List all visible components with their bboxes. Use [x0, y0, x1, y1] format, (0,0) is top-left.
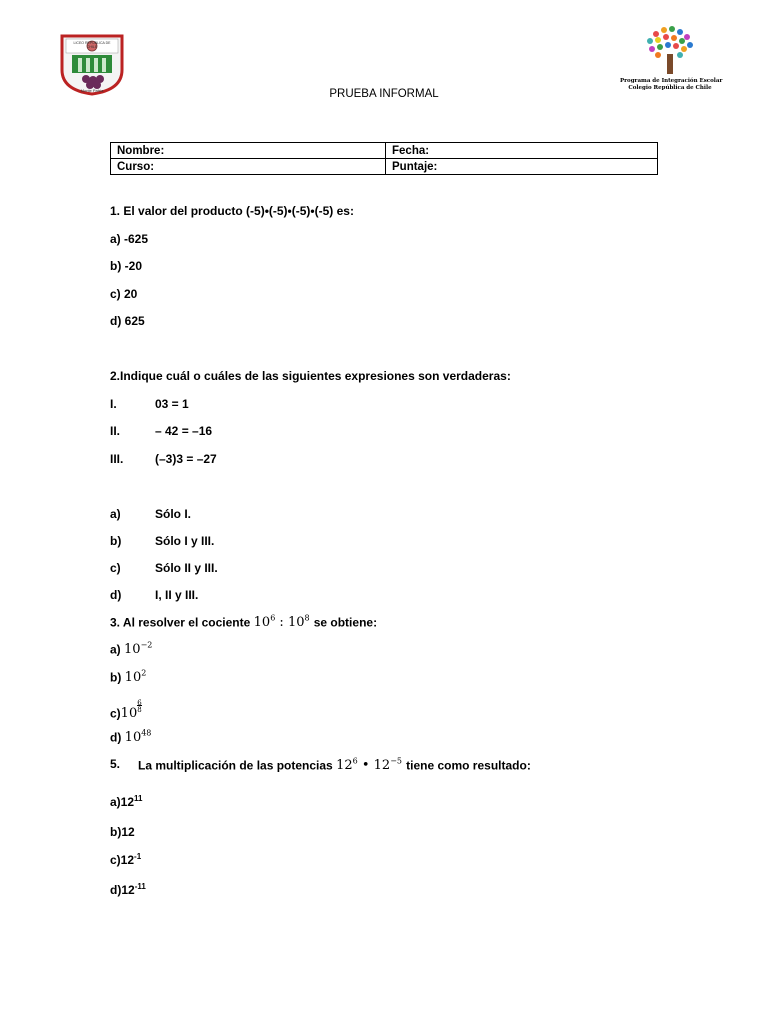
q2-option-b-letter[interactable]: b) [110, 534, 122, 548]
q2-option-c-letter[interactable]: c) [110, 561, 121, 575]
q2-statement-num: III. [110, 452, 124, 466]
q3-expression: $10^6$ : $10^8$ [253, 614, 310, 631]
school-logo-text-bottom: Monte Patria [80, 88, 104, 93]
q2-statement-text: (–3)3 = –27 [155, 452, 217, 466]
q5-prefix: La multiplicación de las potencias [138, 758, 333, 773]
score-field[interactable]: Puntaje: [386, 159, 658, 175]
q2-option-d-text[interactable]: I, II y III. [155, 588, 199, 602]
program-logo-line-2: Colegio República de Chile [628, 85, 712, 91]
school-logo [60, 34, 124, 96]
q5-option-d[interactable]: $d)12^{-11}$ [110, 882, 146, 897]
q5-option-c[interactable]: $c)12^{-1}$ [110, 852, 142, 867]
q5-option-b[interactable]: b)12 [110, 825, 135, 839]
q5-option-a[interactable]: $a)12^{11}$ [110, 794, 143, 809]
question-1: 1. El valor del producto (-5)•(-5)•(-5)•(-5) es: [110, 204, 354, 218]
q3-suffix: se obtiene: [313, 615, 378, 630]
school-logo-text-top: LICEO REPUBLICA DE CHILE [73, 41, 111, 49]
q1-option-b[interactable]: b) -20 [110, 259, 143, 273]
student-info-table [110, 142, 658, 175]
q2-option-a-letter[interactable]: a) [110, 507, 121, 521]
q3-option-c[interactable]: $c)10\frac{6}{8}$ [110, 699, 142, 722]
program-logo-line-1: Programa de Integración Escolar [620, 78, 723, 84]
fraction-exponent: $\frac{6}{8}$ [137, 699, 142, 714]
q1-option-a[interactable]: a) -625 [110, 232, 149, 246]
q3-option-b[interactable]: b) $10^2$ [110, 669, 147, 686]
q2-option-d-letter[interactable]: d) [110, 588, 122, 602]
q2-option-b-text[interactable]: Sólo I y III. [155, 534, 215, 548]
name-field[interactable]: Nombre: [111, 143, 386, 159]
question-5 [138, 757, 531, 773]
q2-statement-text: 03 = 1 [155, 397, 189, 411]
q3-option-a[interactable]: a) $10^{-2}$ [110, 641, 153, 658]
question-2: 2.Indique cuál o cuáles de las siguientes expresiones son verdaderas: [110, 369, 511, 383]
q2-statement-num: I. [110, 397, 117, 411]
q3-prefix: 3. Al resolver el cociente [110, 615, 251, 630]
q3-option-d[interactable]: d) $10^{48}$ [110, 729, 152, 746]
q2-statement-num: II. [110, 424, 121, 438]
course-field[interactable]: Curso: [111, 159, 386, 175]
program-logo [620, 24, 723, 94]
q1-option-d[interactable]: d) 625 [110, 314, 145, 328]
q2-option-c-text[interactable]: Sólo II y III. [155, 561, 218, 575]
q5-expression: $12^6$ • $12^{-5}$ [336, 757, 402, 774]
question-5-number: 5. [110, 757, 121, 771]
q2-statement-text: – 42 = –16 [155, 424, 213, 438]
q5-suffix: tiene como resultado: [406, 758, 531, 773]
question-3 [110, 614, 377, 630]
q2-option-a-text[interactable]: Sólo I. [155, 507, 191, 521]
q1-option-c[interactable]: c) 20 [110, 287, 138, 301]
page-title: PRUEBA INFORMAL [329, 88, 439, 100]
date-field[interactable]: Fecha: [386, 143, 658, 159]
